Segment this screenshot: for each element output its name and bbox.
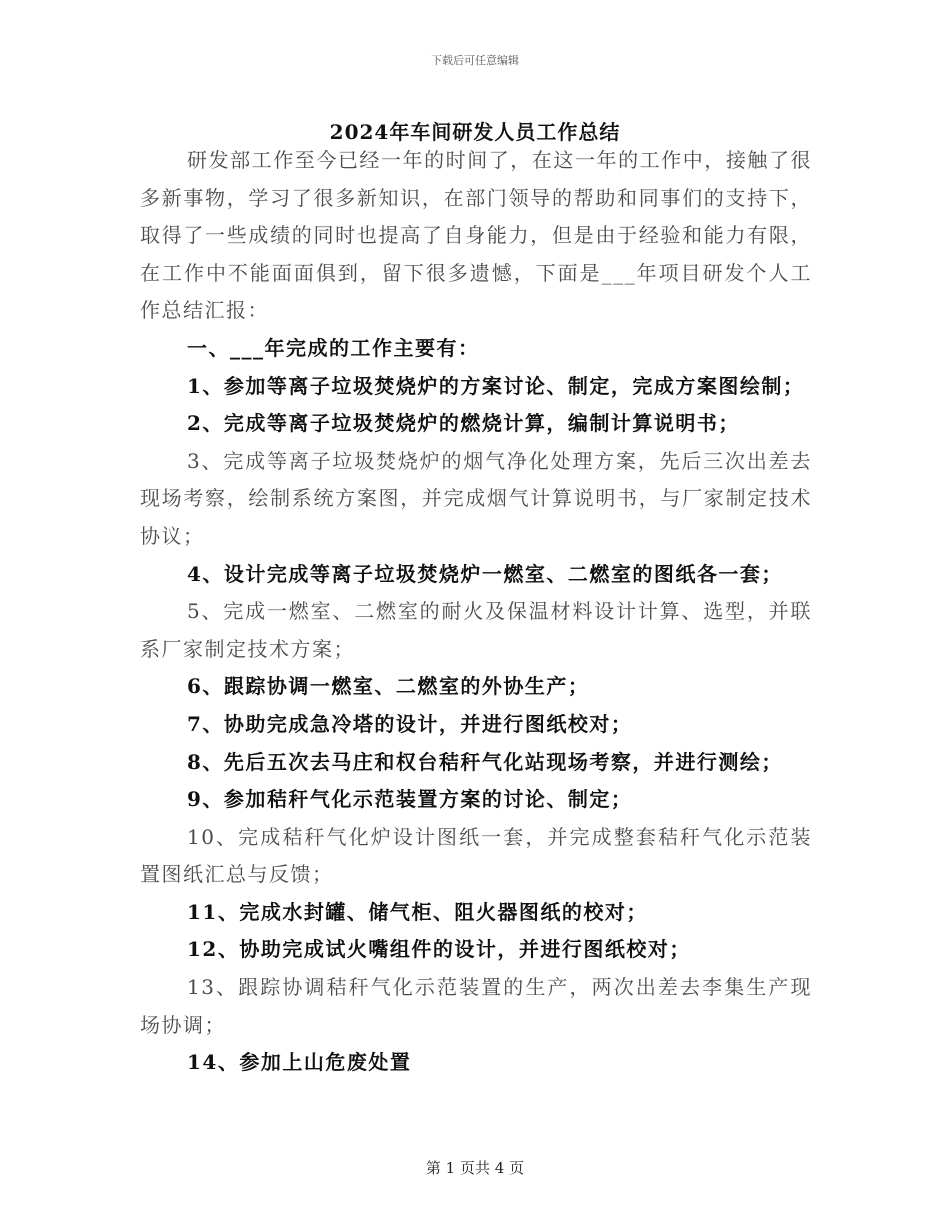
document-body — [140, 142, 812, 1082]
section-heading: 一、___年完成的工作主要有： — [187, 335, 480, 360]
list-item: 1、参加等离子垃圾焚烧炉的方案讨论、制定，完成方案图绘制； — [187, 373, 805, 398]
list-item: 2、完成等离子垃圾焚烧炉的燃烧计算，编制计算说明书； — [187, 411, 740, 436]
list-item: 13、跟踪协调秸秆气化示范装置的生产，两次出差去李集生产现场协调； — [140, 975, 812, 1037]
list-item: 3、完成等离子垃圾焚烧炉的烟气净化处理方案，先后三次出差去现场考察，绘制系统方案图，并完成烟气计算说明书，与厂家制定技术协议； — [140, 448, 812, 548]
list-item: 9、参加秸秆气化示范装置方案的讨论、制定； — [187, 787, 633, 812]
list-item: 8、先后五次去马庄和权台秸秆气化站现场考察，并进行测绘； — [187, 749, 783, 774]
page-header: 下载后可任意编辑 — [431, 54, 519, 67]
list-item: 4、设计完成等离子垃圾焚烧炉一燃室、二燃室的图纸各一套； — [187, 561, 783, 586]
list-item: 7、协助完成急冷塔的设计，并进行图纸校对； — [187, 711, 633, 736]
list-item: 5、完成一燃室、二燃室的耐火及保温材料设计计算、选型，并联系厂家制定技术方案； — [140, 599, 812, 661]
list-item: 11、完成水封罐、储气柜、阻火器图纸的校对； — [187, 899, 648, 924]
page-footer: 第 1 页共 4 页 — [425, 1159, 525, 1177]
paragraph-intro: 研发部工作至今已经一年的时间了，在这一年的工作中，接触了很多新事物，学习了很多新知识，在部门领导的帮助和同事们的支持下，取得了一些成绩的同时也提高了自身能力，但是由于经验和能力有限，在工作中不能面面俱到，留下很多遗憾，下面是___年项目研发个人工作总结汇报： — [140, 148, 812, 323]
document-title: 2024年车间研发人员工作总结 — [329, 120, 621, 144]
list-item: 12、协助完成试火嘴组件的设计，并进行图纸校对； — [187, 937, 691, 962]
list-item: 6、跟踪协调一燃室、二燃室的外协生产； — [187, 674, 590, 699]
list-item: 10、完成秸秆气化炉设计图纸一套，并完成整套秸秆气化示范装置图纸汇总与反馈； — [140, 824, 812, 887]
list-item: 14、参加上山危废处置 — [187, 1050, 412, 1075]
